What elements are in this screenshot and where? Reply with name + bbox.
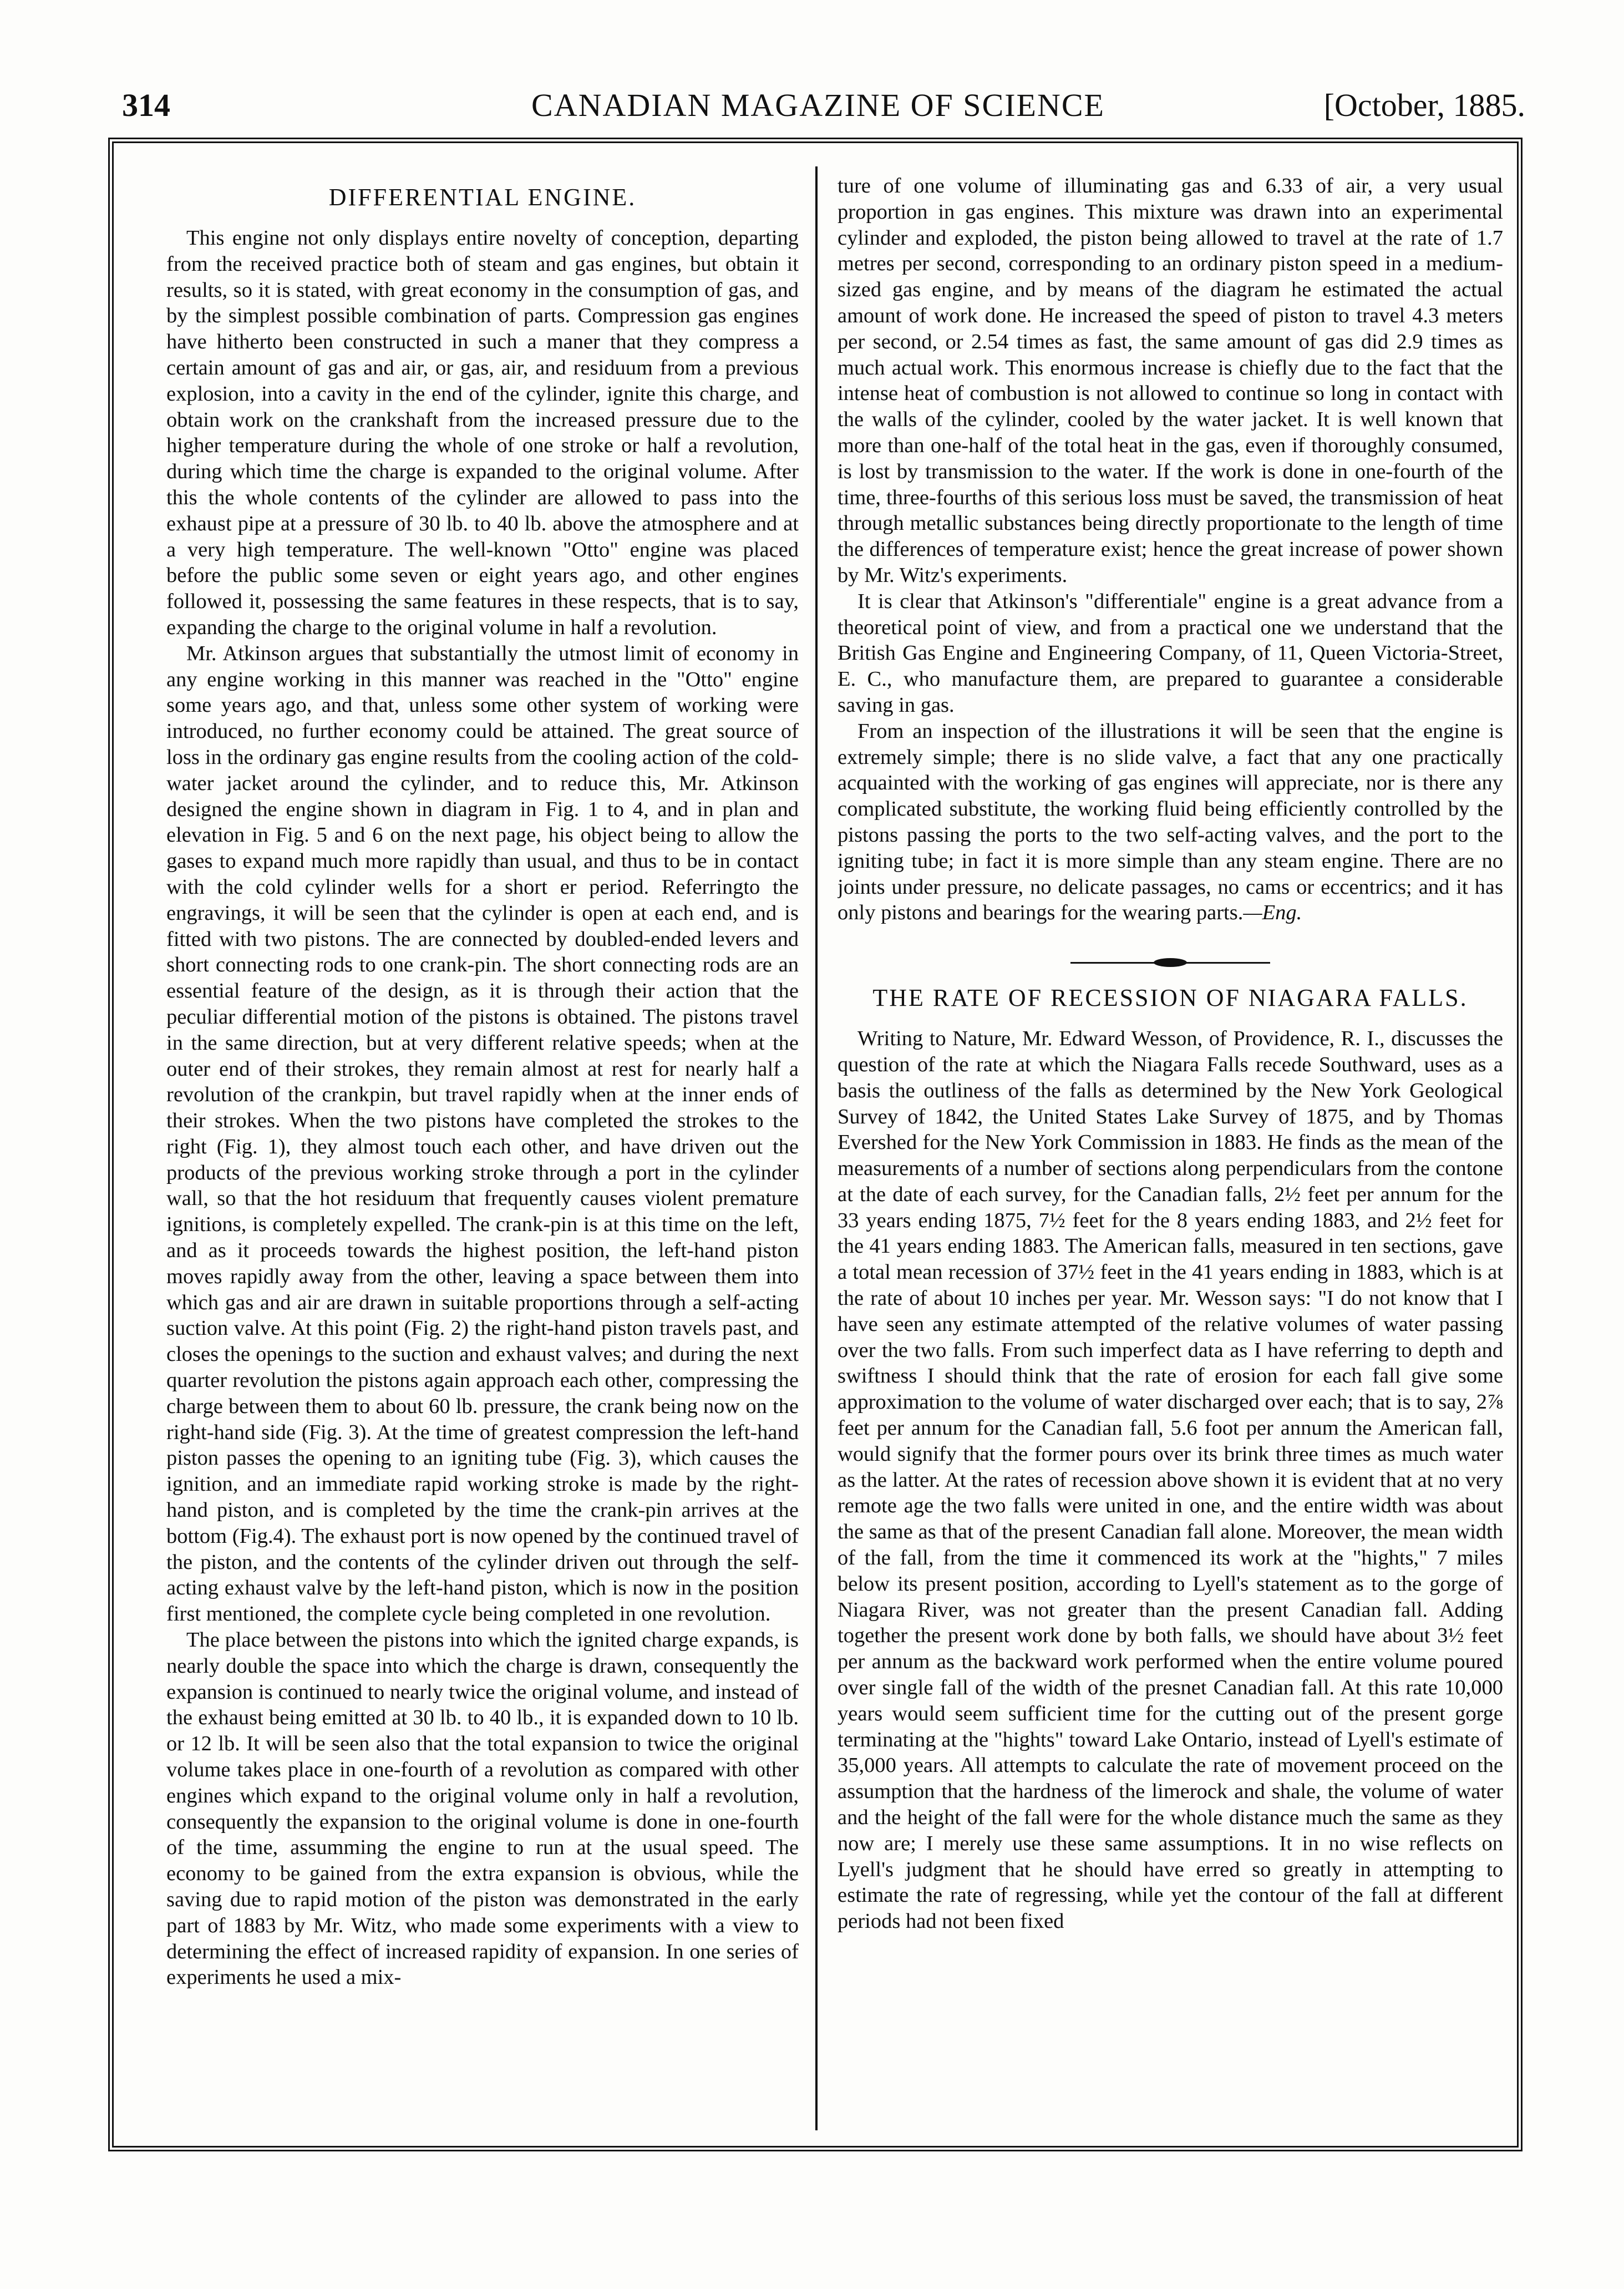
issue-date: [October, 1885. — [1323, 87, 1525, 123]
right-column — [838, 173, 1503, 2137]
paragraph — [838, 718, 1503, 926]
article-heading-differential-engine: DIFFERENTIAL ENGINE. — [328, 184, 637, 211]
paragraph: Mr. Atkinson argues that substantially the utmost limit of economy in any engine working in this manner was reached in the "Otto" engine some years ago, and that, unless some other system of working were introduced, no further economy could be attained. The great source of loss in the ordinary gas engine results from the cooling action of the cold-water jacket around the cylinder, and to reduce this, Mr. Atkinson designed the engine shown in diagram in Fig. 1 to 4, and in plan and elevation in Fig. 5 and 6 on the next page, his object being to allow the gases to expand much more rapidly than usual, and thus to be in contact with the cold cylinder wells for a short er period. Referringto the engravings, it will be seen that the cylinder is open at each end, and is fitted with two pistons. The are connected by doubled-ended levers and short connecting rods to one crank-pin. The short connecting rods are an essential feature of the design, as it is through their action that the peculiar differential motion of the pistons is obtained. The pistons travel in the same direction, but at very different relative speeds; when at the outer end of their strokes, they remain almost at rest for nearly half a revolution of the crankpin, but travel rapidly when at the inner ends of their strokes. When the two pistons have completed the strokes to the right (Fig. 1), they almost touch each other, and have driven out the products of the previous working stroke through a port in the cylinder wall, so that the hot residuum that frequently causes violent premature ignitions, is completely expelled. The crank-pin is at this time on the left, and as it proceeds towards the highest position, the left-hand piston moves rapidly away from the other, leaving a space between them into which gas and air are drawn in suitable proportions through a self-acting suction valve. At this point (Fig. 2) the right-hand piston travels past, and closes the openings to the suction and exhaust valves; and during the next quarter revolution the pistons again approach each other, compressing the charge between them to about 60 lb. pressure, the crank being now on the right-hand side (Fig. 3). At the time of greatest compression the left-hand piston passes the opening to an igniting tube (Fig. 3), which causes the ignition, and an immediate rapid working stroke is made by the right-hand piston, and is completed by the time the crank-pin arrives at the bottom (Fig.4). The exhaust port is now opened by the continued travel of the piston, and the contents of the cylinder driven out through the self-acting exhaust valve by the left-hand piston, which is now in the position first mentioned, the complete cycle being completed in one revolution. — [166, 641, 799, 1626]
column-divider — [815, 166, 818, 2130]
left-column — [166, 173, 799, 2137]
paragraph-text: From an inspection of the illustrations it will be seen that the engine is extremely simple; there is no slide valve, a fact that any one practically acquainted with the working of gas engines will appreciate, nor is there any complicated substitute, the working fluid being efficiently controlled by the pistons passing the ports to the two self-acting valves, and the port to the igniting tube; in fact it is more simple than any steam engine. There are no joints under pressure, no delicate passages, no cams or eccentrics; and it has only pistons and bearings for the wearing parts. — [838, 719, 1503, 925]
article-heading-niagara: THE RATE OF RECESSION OF NIAGARA FALLS. — [872, 984, 1468, 1012]
paragraph: This engine not only displays entire novelty of conception, departing from the received practice both of steam and gas engines, but obtain it results, so it is stated, with great economy in the consumption of gas, and by the simplest possible combination of parts. Compression gas engines have hitherto been constructed in such a maner that they compress a certain amount of gas and air, or gas, air, and residuum from a previous explosion, into a cavity in the end of the cylinder, ignite this charge, and obtain work on the crankshaft from the increased pressure due to the higher temperature during the whole of one stroke or half a revolution, during which time the charge is expanded to the original volume. After this the whole contents of the cylinder are allowed to pass into the exhaust pipe at a pressure of 30 lb. to 40 lb. above the atmosphere and at a very high temperature. The well-known "Otto" engine was placed before the public some seven or eight years ago, and other engines followed it, possessing the same features in these respects, that is to say, expanding the charge to the original volume in half a revolution. — [166, 226, 799, 639]
paragraph: Writing to Nature, Mr. Edward Wesson, of Providence, R. I., discusses the question of the rate at which the Niagara Falls recede Southward, uses as a basis the outliness of the falls as determined by the New York Geological Survey of 1842, the United States Lake Survey of 1875, and by Thomas Evershed for the New York Commission in 1883. He finds as the mean of the measurements of a number of sections along perpendiculars from the contone at the date of each survey, for the Canadian falls, 2½ feet per annum for the 33 years ending 1875, 7½ feet for the 8 years ending 1883, and 2½ feet for the 41 years ending 1883. The American falls, measured in ten sections, gave a total mean recession of 37½ feet in the 41 years ending in 1883, which is at the rate of about 10 inches per year. Mr. Wesson says: "I do not know that I have seen any estimate attempted of the relative volumes of water passing over the two falls. From such imperfect data as I have referring to depth and swiftness I should think that the rate of erosion for each fall give some approximation to the volume of water discharged over each; that is to say, 2⅞ feet per annum for the Canadian fall, 5.6 foot per annum the American fall, would signify that the former pours over its brink three times as much water as the latter. At the rates of recession above shown it is evident that at no very remote age the two falls were united in one, and the entire width was about the same as that of the present Canadian fall alone. Moreover, the mean width of the fall, from the time it commenced its work at the "hights," 7 miles below its present position, according to Lyell's statement as to the gorge of Niagara River, was not greater than the present Canadian fall. Adding together the present work done by both falls, we should have about 3½ feet per annum as the backward work performed when the entire volume poured over single fall of the width of the presnet Canadian fall. At this rate 10,000 years would seem sufficient time for the cutting out of the present gorge terminating at the "hights" toward Lake Ontario, instead of Lyell's estimate of 35,000 years. All attempts to calculate the rate of movement proceed on the assumption that the hardness of the limerock and shale, the volume of water and the height of the fall were for the whole distance much the same as they now are; I merely use these same assumptions. It in no wise reflects on Lyell's judgment that he should have erred so greatly in attempting to estimate the rate of regressing, while yet the contour of the fall at different periods had not been fixed — [838, 1027, 1503, 1933]
paragraph: It is clear that Atkinson's "differentiale" engine is a great advance from a theoretical point of view, and from a practical one we understand that the British Gas Engine and Engineering Company, of 11, Queen Victoria-Street, E. C., who manufacture them, are prepared to guarantee a considerable saving in gas. — [838, 589, 1503, 717]
continued-paragraph: ture of one volume of illuminating gas and 6.33 of air, a very usual proportion in gas engines. This mixture was drawn into an experimental cylinder and exploded, the piston being allowed to travel at the rate of 1.7 metres per second, corresponding to an ordinary piston speed in a medium-sized gas engine, and by means of the diagram he estimated the actual amount of work done. He increased the speed of piston to travel 4.3 meters per second, or 2.54 times as fast, the same amount of gas did 2.9 times as much actual work. This enormous increase is chiefly due to the fact that the intense heat of combustion is not allowed to continue so long in contact with the walls of the cylinder, cooled by the water jacket. It is well known that more than one-half of the total heat in the gas, even if thoroughly consumed, is lost by transmission to the water. If the work is done in one-fourth of the time, three-fourths of this serious loss must be saved, the transmission of heat through metallic substances being directly proportionate to the length of time the differences of temperature exist; hence the great increase of power shown by Mr. Witz's experiments. — [838, 174, 1503, 587]
page-header — [111, 83, 1525, 128]
journal-title: CANADIAN MAGAZINE OF SCIENCE — [531, 87, 1105, 123]
page-number: 314 — [122, 87, 170, 123]
source-citation: —Eng. — [1243, 901, 1302, 925]
section-ornament — [838, 948, 1503, 959]
paragraph: The place between the pistons into which the ignited charge expands, is nearly double the space into which the charge is drawn, consequently the expansion is continued to nearly twice the original volume, and instead of the exhaust being emitted at 30 lb. to 40 lb., it is expanded down to 10 lb. or 12 lb. It will be seen also that the total expansion to twice the original volume takes place in one-fourth of a revolution as compared with other engines which expand to the original volume only in half a revolution, consequently the expansion to the original volume is done in one-fourth of the time, assumming the engine to run at the usual speed. The economy to be gained from the extra expansion is obvious, while the saving due to rapid motion of the piston was demonstrated in the early part of 1883 by Mr. Witz, who made some experiments with a view to determining the effect of increased rapidity of expansion. In one series of experiments he used a mix- — [166, 1628, 799, 1989]
